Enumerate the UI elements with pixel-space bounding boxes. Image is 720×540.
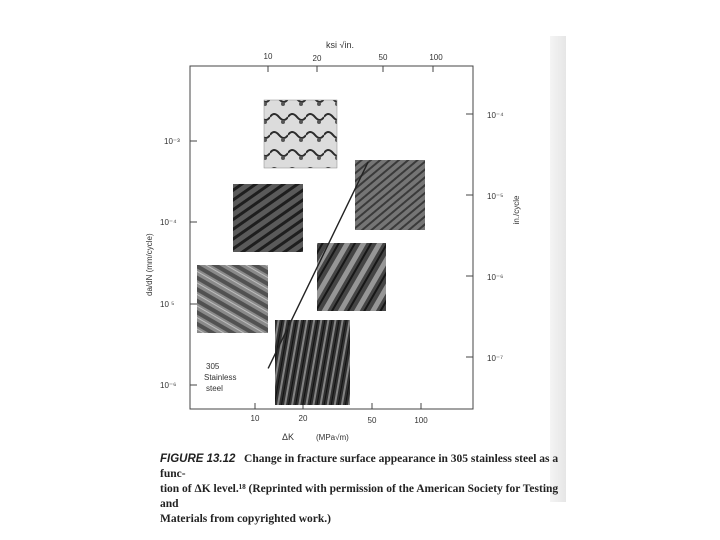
bottom-tick-label: 10 — [250, 414, 260, 423]
top-tick-label: 20 — [312, 54, 322, 63]
right-tick-label: 10⁻⁴ — [487, 111, 504, 120]
top-tick-label: 100 — [429, 53, 443, 62]
micrograph-mid-right — [317, 243, 386, 311]
left-axis-label: da/dN (mm/cycle) — [145, 233, 154, 296]
material-label-line: Stainless — [204, 373, 237, 382]
left-tick-label: 10⁻⁶ — [160, 381, 177, 390]
micrograph-mid-left — [197, 265, 268, 333]
right-axis-label: in./cycle — [512, 195, 521, 225]
micrograph-low-dk — [275, 320, 350, 405]
bottom-tick-label: 100 — [414, 416, 428, 425]
micrograph-upper-left — [233, 184, 303, 252]
right-tick-label: 10⁻⁷ — [487, 354, 504, 363]
micrograph-top — [264, 100, 337, 168]
top-tick-label: 10 — [263, 52, 273, 61]
top-tick-label: 50 — [378, 53, 388, 62]
caption-line: tion of ΔK level.¹⁸ (Reprinted with permission of the American Society for Testing and — [160, 483, 559, 510]
material-label-line: steel — [206, 384, 223, 393]
top-axis-unit: ksi √in. — [326, 40, 354, 50]
figure-caption — [160, 452, 568, 527]
micrograph-upper-right — [355, 160, 425, 230]
left-tick-label: 10 ⁵ — [160, 300, 175, 309]
figure-number: FIGURE 13.12 — [160, 453, 236, 465]
caption-text: Change in fracture surface appearance in 305 stainless steel as a func- — [160, 453, 559, 480]
bottom-tick-label: 20 — [298, 414, 308, 423]
right-tick-label: 10⁻⁶ — [487, 273, 504, 282]
left-tick-label: 10⁻³ — [164, 137, 180, 146]
caption-line — [160, 452, 568, 482]
caption-line: Materials from copyrighted work.) — [160, 513, 331, 525]
bottom-axis-unit: (MPa√m) — [316, 433, 349, 442]
material-label-line: 305 — [206, 362, 220, 371]
bottom-axis-label: ΔK — [282, 432, 295, 442]
left-tick-label: 10⁻⁴ — [160, 218, 177, 227]
right-tick-label: 10⁻⁵ — [487, 192, 504, 201]
bottom-tick-label: 50 — [367, 416, 377, 425]
